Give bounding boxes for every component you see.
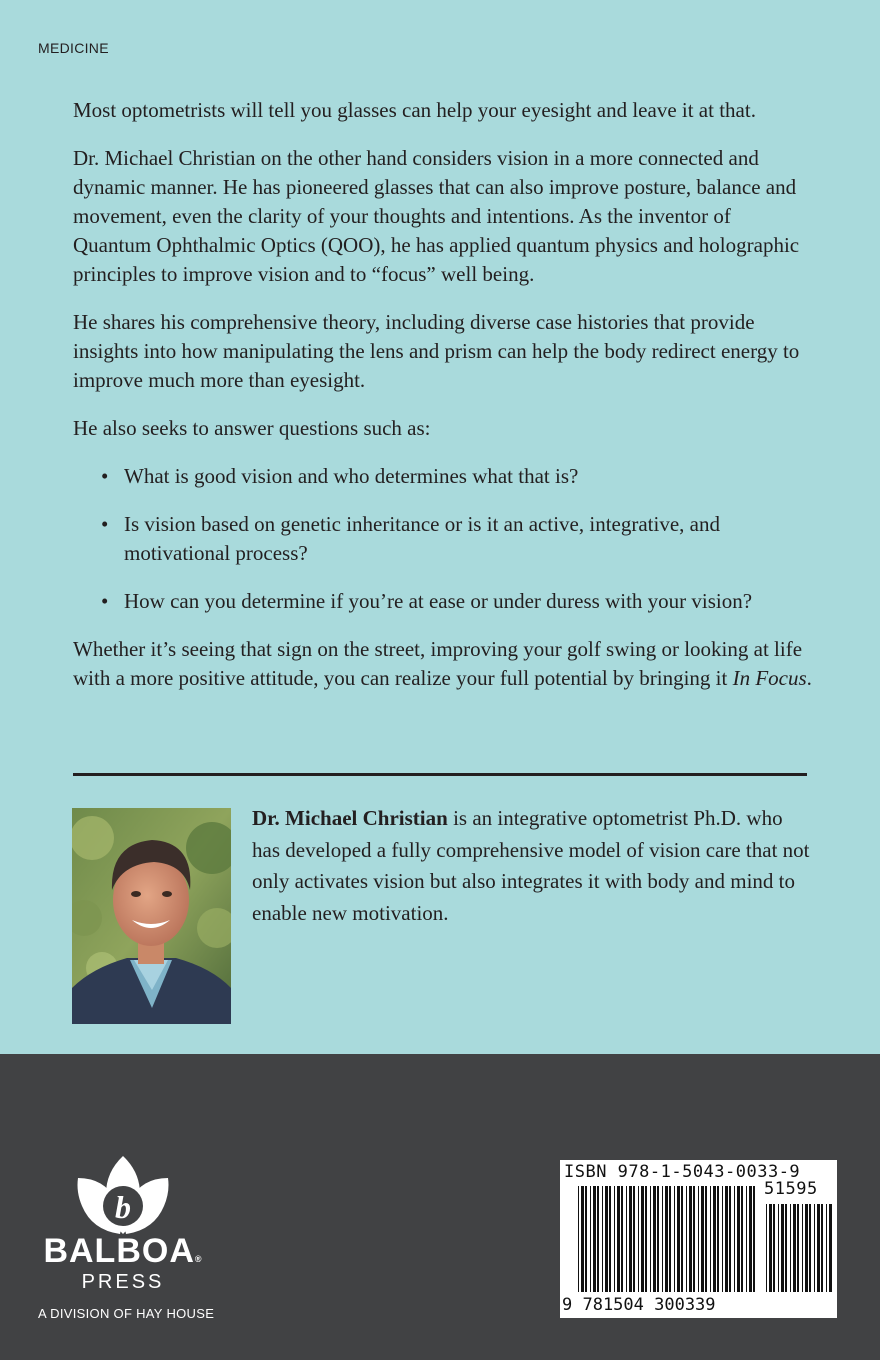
author-name: Dr. Michael Christian <box>252 806 448 830</box>
blurb-paragraph-2: Dr. Michael Christian on the other hand considers vision in a more connected and dynamic manner. He has pioneered glasses that can also improve posture, balance and movement, even the clarity of your thoughts and intentions. As the inventor of Quantum Ophthalmic Optics (QOO), he has applied quantum physics and holographic principles to improve vision and to “focus” well being. <box>73 146 800 286</box>
barcode-digits: 9 781504 300339 <box>562 1295 716 1315</box>
barcode-bar <box>585 1186 587 1292</box>
barcode-bar <box>817 1204 820 1292</box>
barcode-bar <box>681 1186 683 1292</box>
author-photo <box>72 808 231 1024</box>
blurb-paragraph-4: He also seeks to answer questions such as: <box>73 416 431 440</box>
barcode-bar <box>802 1204 803 1292</box>
barcode-bar <box>686 1186 687 1292</box>
blurb-paragraph-1: Most optometrists will tell you glasses can help your eyesight and leave it at that. <box>73 98 756 122</box>
book-title-italic: In Focus <box>732 666 807 690</box>
barcode-bar <box>785 1204 787 1292</box>
question-list <box>73 462 813 616</box>
barcode-bar <box>826 1204 827 1292</box>
question-item: • Is vision based on genetic inheritance or is it an active, integrative, and motivational process? <box>101 512 720 565</box>
barcode-bar <box>662 1186 663 1292</box>
barcode-bar <box>633 1186 635 1292</box>
price-addon: 51595 <box>764 1179 818 1199</box>
barcode-bar <box>650 1186 651 1292</box>
barcode-bar <box>653 1186 656 1292</box>
barcode-bar <box>641 1186 644 1292</box>
barcode-bar <box>734 1186 735 1292</box>
barcode-bar <box>590 1186 591 1292</box>
barcode-bar <box>793 1204 796 1292</box>
barcode-bar <box>753 1186 755 1292</box>
barcode-bar <box>797 1204 799 1292</box>
barcode-bar <box>689 1186 692 1292</box>
publisher-logo <box>28 1154 228 1324</box>
barcode-bar <box>741 1186 743 1292</box>
author-bio <box>252 803 812 929</box>
barcode-bar <box>781 1204 784 1292</box>
question-item: • How can you determine if you’re at ease or under duress with your vision? <box>73 587 813 616</box>
question-item: • What is good vision and who determines what that is? <box>73 462 813 491</box>
section-divider <box>73 773 807 776</box>
barcode-bar <box>725 1186 728 1292</box>
barcode-bar <box>605 1186 608 1292</box>
barcode-bar <box>609 1186 611 1292</box>
barcode-bar <box>829 1204 832 1292</box>
barcode-bar <box>677 1186 680 1292</box>
barcode-bar <box>593 1186 596 1292</box>
isbn-number: ISBN 978-1-5043-0033-9 <box>564 1162 801 1182</box>
barcode-bar <box>578 1186 579 1292</box>
footer-band <box>0 1054 880 1360</box>
barcode-bar <box>778 1204 779 1292</box>
barcode-bar <box>814 1204 815 1292</box>
logo-letter: b <box>115 1189 131 1225</box>
barcode-bar <box>769 1204 772 1292</box>
category-label: MEDICINE <box>38 40 109 56</box>
bullet-marker: • <box>101 464 109 488</box>
barcode-bar <box>821 1204 823 1292</box>
barcode-bar <box>749 1186 752 1292</box>
barcode-bar <box>737 1186 740 1292</box>
barcode-bar <box>665 1186 668 1292</box>
barcode-bar <box>669 1186 671 1292</box>
author-bio-text: is an integrative optometrist Ph.D. who has developed a fully comprehensive model of vision care that not only activates vision but also integrates it with body and mind to enable new motivation. <box>252 806 810 925</box>
barcode-bar <box>693 1186 695 1292</box>
barcode-bar <box>629 1186 632 1292</box>
barcode-bar <box>602 1186 603 1292</box>
blurb-paragraph-5: Whether it’s seeing that sign on the street, improving your golf swing or looking at life with a more positive attitude, you can realize your full potential by bringing it In Focus. <box>73 637 812 690</box>
barcode-bar <box>617 1186 620 1292</box>
barcode-bar <box>645 1186 647 1292</box>
barcode-bar <box>805 1204 808 1292</box>
publisher-name: BALBOA® <box>43 1232 203 1270</box>
bullet-marker: • <box>101 512 109 536</box>
barcode-bar <box>705 1186 707 1292</box>
barcode-bar <box>674 1186 675 1292</box>
barcode-bar <box>809 1204 811 1292</box>
barcode-bar <box>638 1186 639 1292</box>
publisher-press: PRESS <box>81 1271 165 1293</box>
bullet-marker: • <box>101 589 109 613</box>
barcode-bar <box>614 1186 615 1292</box>
back-cover-blurb <box>73 96 813 712</box>
barcode-bar <box>790 1204 791 1292</box>
lotus-logo-icon <box>70 1154 176 1238</box>
barcode-bar <box>722 1186 723 1292</box>
barcode-bar <box>713 1186 716 1292</box>
barcode-bar <box>710 1186 711 1292</box>
barcode-bar <box>626 1186 627 1292</box>
barcode-bar <box>621 1186 623 1292</box>
barcode-bar <box>698 1186 699 1292</box>
isbn-barcode <box>560 1160 837 1318</box>
publisher-division: A DIVISION OF HAY HOUSE <box>38 1306 215 1321</box>
blurb-paragraph-3: He shares his comprehensive theory, including diverse case histories that provide insights into how manipulating the lens and prism can help the body redirect energy to improve much more than eyesight. <box>73 310 800 392</box>
barcode-bar <box>729 1186 731 1292</box>
barcode-bar <box>597 1186 599 1292</box>
barcode-bar <box>581 1186 584 1292</box>
barcode-bar <box>657 1186 659 1292</box>
barcode-bar <box>773 1204 775 1292</box>
barcode-bar <box>766 1204 767 1292</box>
barcode-bar <box>746 1186 747 1292</box>
barcode-bar <box>701 1186 704 1292</box>
barcode-bar <box>717 1186 719 1292</box>
